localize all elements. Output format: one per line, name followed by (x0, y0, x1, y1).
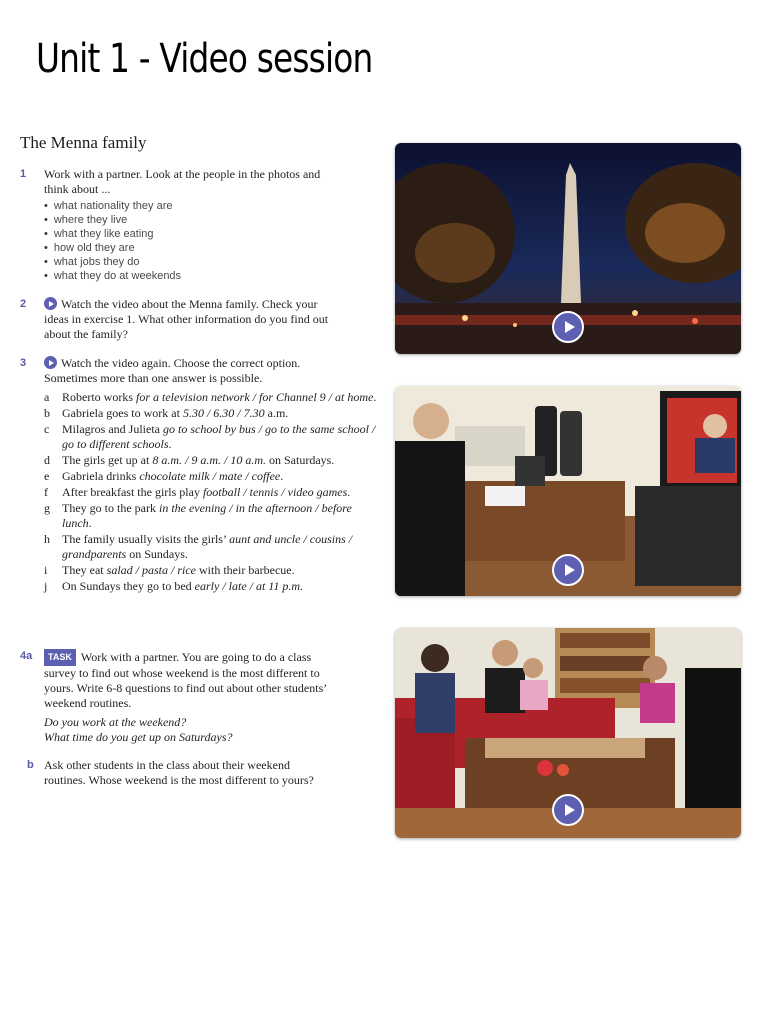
option-item (44, 501, 380, 531)
page-title: Unit 1 - Video session (36, 36, 373, 82)
section-title: The Menna family (20, 133, 147, 152)
option-item (44, 563, 380, 578)
play-video-button[interactable] (552, 311, 584, 343)
option-item (44, 485, 380, 500)
option-item (44, 422, 380, 452)
option-letter: f (44, 485, 48, 499)
option-choices[interactable]: 5.30 / 6.30 / 7.30 (182, 406, 265, 420)
option-letter: g (44, 501, 50, 515)
exercise-number: 3 (20, 357, 27, 369)
option-choices[interactable]: football / tennis / video games (202, 485, 348, 499)
option-text: Gabriela goes to work at (62, 406, 183, 420)
option-item (44, 406, 380, 421)
photo-family-living-room[interactable] (395, 628, 741, 838)
exercise-1-line: think about ... (44, 182, 111, 196)
option-choices[interactable]: go to school by bus / go to the same school / go to different schools (62, 422, 376, 451)
option-letter: e (44, 469, 50, 483)
bullet-item: • where they live (44, 213, 320, 227)
bullet-item: • what jobs they do (44, 255, 320, 269)
play-icon[interactable] (44, 356, 57, 369)
option-text: The girls get up at (62, 453, 153, 467)
option-letter: h (44, 532, 50, 546)
option-choices[interactable]: 8 a.m. / 9 a.m. / 10 a.m. (152, 453, 266, 467)
option-text: The family usually visits the girls’ (62, 532, 230, 546)
exercise-2-line: Watch the video about the Menna family. Check your (61, 297, 318, 311)
exercise-number: 4a (20, 650, 33, 662)
option-text: Roberto works (62, 390, 136, 404)
option-letter: d (44, 453, 50, 467)
option-text: a.m. (264, 406, 289, 420)
option-item (44, 453, 380, 468)
option-text: On Sundays they go to bed (62, 579, 195, 593)
option-letter: i (44, 563, 48, 577)
option-choices[interactable]: in the evening / in the afternoon / before lunch (62, 501, 352, 530)
bullet-list (44, 199, 320, 283)
exercise-4a-line: yours. Write 6-8 questions to find out about other students’ (44, 681, 328, 695)
option-text: After breakfast the girls play (62, 485, 203, 499)
option-text: on Saturdays. (265, 453, 335, 467)
option-text: on Sundays. (126, 547, 188, 561)
photo-man-at-desk[interactable] (395, 386, 741, 596)
option-choices[interactable]: for a television network / for Channel 9 / at home (136, 390, 374, 404)
exercise-2-line: about the family? (44, 327, 128, 341)
option-choices[interactable]: early / late / at 11 p.m. (194, 579, 304, 593)
bullet-item: • what nationality they are (44, 199, 320, 213)
exercise-4a-line: weekend routines. (44, 696, 132, 710)
exercise-number: 1 (20, 168, 27, 180)
option-letter: c (44, 422, 50, 436)
exercise-number: b (27, 759, 34, 771)
option-text: . (88, 516, 92, 530)
option-item (44, 532, 380, 562)
option-letter: j (44, 579, 48, 593)
bullet-item: • how old they are (44, 241, 320, 255)
exercise-2-line: ideas in exercise 1. What other information do you find out (44, 312, 329, 326)
exercise-4b-line: Ask other students in the class about their weekend (44, 758, 290, 772)
option-text: with their barbecue. (196, 563, 295, 577)
option-item (44, 390, 380, 405)
option-letter: a (44, 390, 50, 404)
bullet-item: • what they do at weekends (44, 269, 320, 283)
example-question: Do you work at the weekend? (44, 715, 187, 729)
option-text: They go to the park (62, 501, 159, 515)
bullet-item: • what they like eating (44, 227, 320, 241)
exercise-3-line: Watch the video again. Choose the correct option. (61, 356, 301, 370)
option-choices[interactable]: salad / pasta / rice (106, 563, 196, 577)
option-item (44, 469, 380, 484)
exercise-number: 2 (20, 298, 27, 310)
option-text: Milagros and Julieta (62, 422, 163, 436)
play-icon[interactable] (44, 297, 57, 310)
photo-obelisk-night[interactable] (395, 143, 741, 354)
task-badge: TASK (44, 649, 76, 666)
exercise-4a-line: survey to find out whose weekend is the most different to (44, 666, 320, 680)
option-item (44, 579, 380, 594)
example-question: What time do you get up on Saturdays? (44, 730, 233, 744)
play-video-button[interactable] (552, 554, 584, 586)
exercise-1-line: Work with a partner. Look at the people in the photos and (44, 167, 321, 181)
option-text: Gabriela drinks (62, 469, 140, 483)
option-letter: b (44, 406, 50, 420)
play-video-button[interactable] (552, 794, 584, 826)
exercise-4a-line: Work with a partner. You are going to do a class (80, 650, 312, 664)
option-text: . (373, 390, 377, 404)
option-choices[interactable]: aunt and uncle / cousins / grandparents (62, 532, 353, 561)
exercise-3-line: Sometimes more than one answer is possible. (44, 371, 263, 385)
option-text: . (347, 485, 351, 499)
option-choices[interactable]: chocolate milk / mate / coffee (139, 469, 281, 483)
exercise-4b-line: routines. Whose weekend is the most different to yours? (44, 773, 314, 787)
option-text: . (168, 437, 172, 451)
option-text: They eat (62, 563, 107, 577)
option-list (44, 390, 380, 594)
option-text: . (280, 469, 284, 483)
